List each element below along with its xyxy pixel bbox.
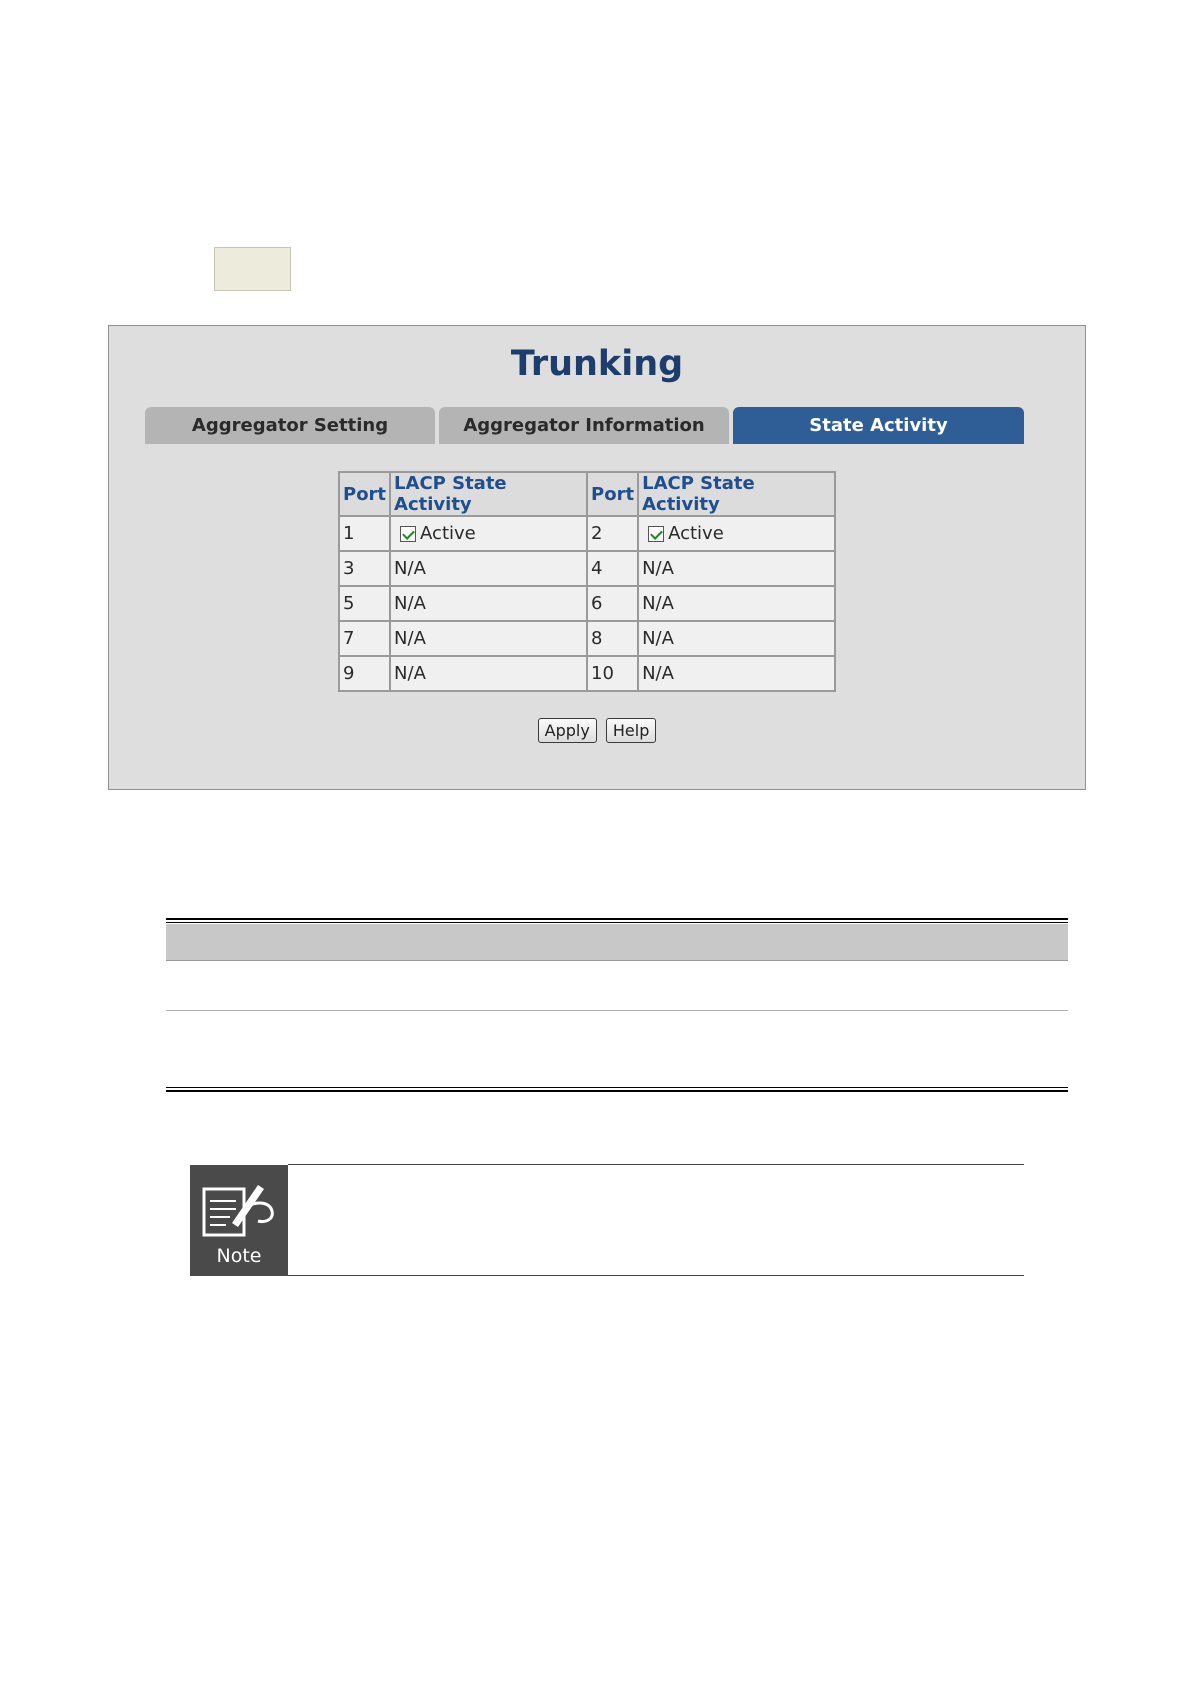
header-port: Port	[339, 472, 390, 516]
header-lacp-state-activity: LACP State Activity	[638, 472, 835, 516]
tab-aggregator-information[interactable]: Aggregator Information	[439, 407, 729, 444]
note-bottom-rule	[288, 1275, 1024, 1276]
state-label: Active	[668, 523, 724, 544]
trunking-panel	[108, 325, 1086, 790]
port-number: 4	[587, 551, 638, 586]
button-row	[109, 718, 1085, 743]
table-header-row	[339, 472, 835, 516]
table-divider	[166, 960, 1068, 961]
table-bottom-rule	[166, 1087, 1068, 1088]
apply-button[interactable]: Apply	[538, 718, 597, 743]
note-label: Note	[216, 1245, 262, 1267]
lacp-state-cell	[638, 516, 835, 551]
port-number: 6	[587, 586, 638, 621]
header-port: Port	[587, 472, 638, 516]
tab-aggregator-setting[interactable]: Aggregator Setting	[145, 407, 435, 444]
state-value: N/A	[638, 551, 835, 586]
port-number: 8	[587, 621, 638, 656]
help-button[interactable]: Help	[606, 718, 656, 743]
state-value: N/A	[638, 656, 835, 691]
state-value: N/A	[638, 621, 835, 656]
beige-button[interactable]	[214, 247, 291, 291]
port-number: 7	[339, 621, 390, 656]
pencil-paper-icon	[200, 1179, 278, 1241]
state-value: N/A	[390, 621, 587, 656]
page-title: Trunking	[510, 344, 684, 384]
table-row	[339, 621, 835, 656]
active-checkbox[interactable]	[400, 526, 416, 542]
port-number: 3	[339, 551, 390, 586]
note-top-rule	[288, 1164, 1024, 1165]
state-value: N/A	[638, 586, 835, 621]
table-row	[339, 656, 835, 691]
active-checkbox[interactable]	[648, 526, 664, 542]
state-label: Active	[420, 523, 476, 544]
table-row	[339, 551, 835, 586]
state-value: N/A	[390, 586, 587, 621]
lacp-state-cell	[390, 516, 587, 551]
state-value: N/A	[390, 656, 587, 691]
tab-bar	[145, 407, 1024, 444]
note-icon	[190, 1165, 288, 1276]
tab-state-activity[interactable]: State Activity	[733, 407, 1024, 444]
port-number: 5	[339, 586, 390, 621]
state-value: N/A	[390, 551, 587, 586]
table-row	[339, 586, 835, 621]
description-table-header	[166, 924, 1068, 960]
port-number: 10	[587, 656, 638, 691]
port-number: 1	[339, 516, 390, 551]
table-divider	[166, 1010, 1068, 1011]
lacp-state-table	[338, 471, 836, 692]
header-lacp-state-activity: LACP State Activity	[390, 472, 587, 516]
table-bottom-rule	[166, 1090, 1068, 1092]
table-top-rule	[166, 922, 1068, 923]
port-number: 9	[339, 656, 390, 691]
table-row	[339, 516, 835, 551]
table-top-rule	[166, 918, 1068, 920]
port-number: 2	[587, 516, 638, 551]
